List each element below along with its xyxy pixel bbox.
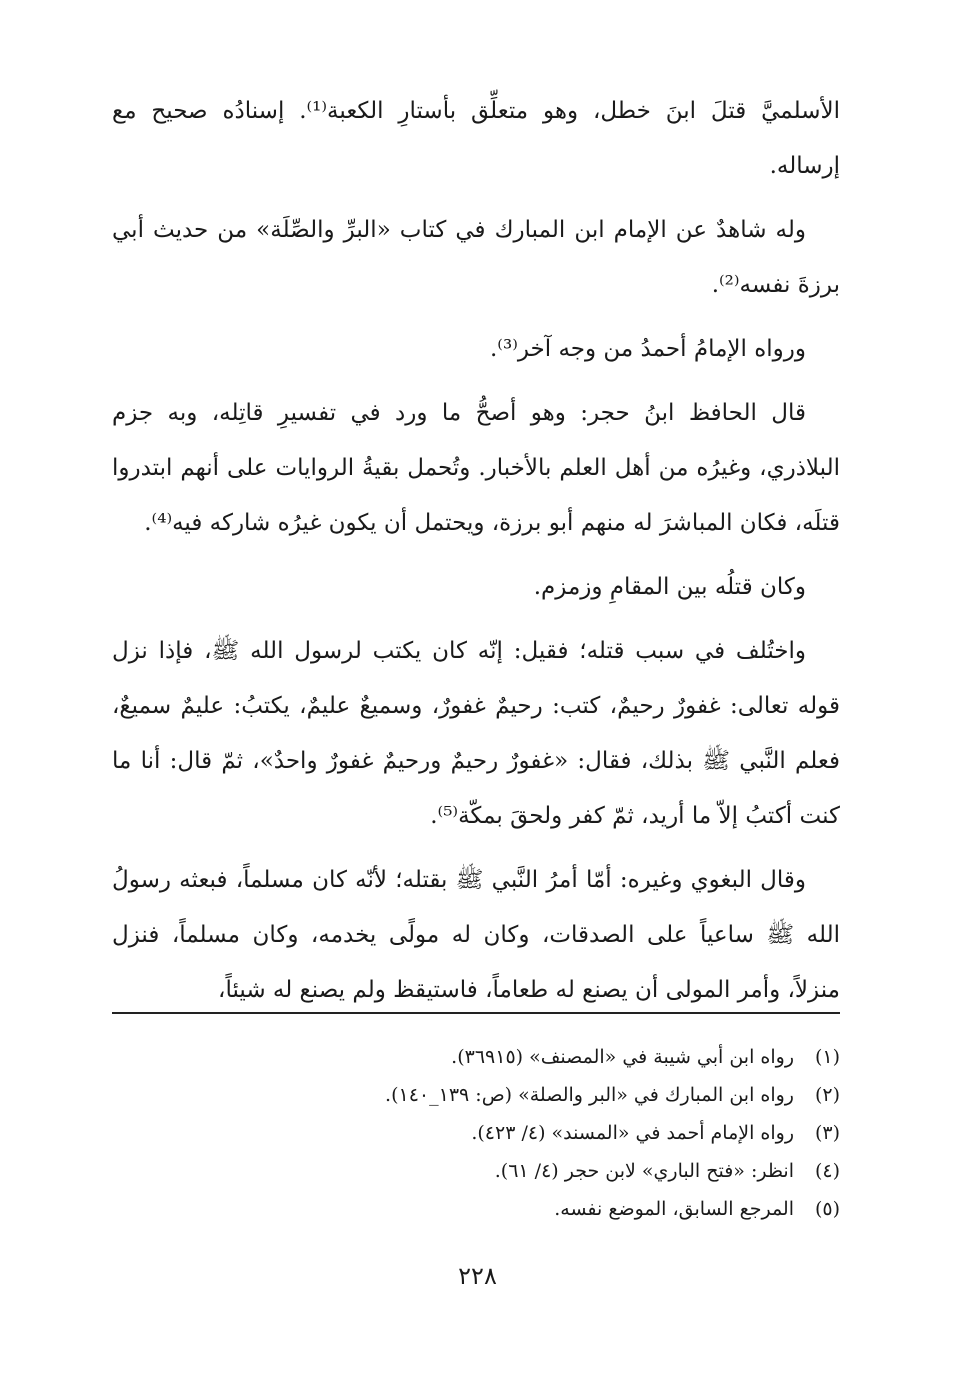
main-text: [112, 84, 840, 1027]
footnote-number: (٤): [814, 1160, 840, 1182]
paragraph-2: وله شاهدٌ عن الإمام ابن المبارك في كتاب «البرِّ والصِّلَة» من حديث أبي برزةَ نفسه⁽²⁾.: [112, 217, 840, 298]
footnote-5: [112, 1190, 840, 1228]
footnote-1: [112, 1038, 840, 1076]
footnote-2: [112, 1076, 840, 1114]
footnote-3: [112, 1114, 840, 1152]
page-number: ٢٢٨: [458, 1262, 497, 1290]
paragraph-4: قال الحافظ ابنُ حجر: وهو أصحُّ ما ورد في تفسيرِ قاتِله، وبه جزم البلاذري، وغيرُه من أهل العلم بالأخبار. وتُحمل بقيةُ الروايات على أنهم ابتدروا قتلَه، فكان المباشرَ له منهم أبو برزة، ويحتمل أن يكون غيرُه شاركه فيه⁽⁴⁾.: [112, 400, 840, 536]
footnote-number: (٥): [814, 1198, 840, 1220]
footnote-4: [112, 1152, 840, 1190]
paragraph-6: واختُلف في سبب قتله؛ فقيل: إنّه كان يكتب لرسول الله ﷺ، فإذا نزل قوله تعالى: غفورٌ رحيمٌ، كتب: رحيمٌ غفورٌ، وسميعٌ عليمٌ، يكتبُ: عليمٌ سميعٌ، فعلم النَّبي ﷺ بذلك، فقال: «غفورٌ رحيمٌ ورحيمٌ غفورٌ واحدٌ»، ثمّ قال: أنا ما كنت أكتبُ إلاّ ما أريد، ثمّ كفر ولحقَ بمكّة⁽⁵⁾.: [112, 638, 840, 829]
paragraph-1: الأسلميَّ قتلَ ابنَ خطل، وهو متعلِّق بأستارِ الكعبة⁽¹⁾. إسنادُه صحيح مع إرساله.: [112, 98, 840, 179]
paragraph-3: ورواه الإمامُ أحمدُ من وجه آخر⁽³⁾.: [489, 336, 806, 362]
footnote-number: (٣): [814, 1122, 840, 1144]
paragraph-7: وقال البغوي وغيره: أمّا أمرُ النَّبي ﷺ بقتله؛ لأنّه كان مسلماً، فبعثه رسولُ الله ﷺ ساعياً على الصدقات، وكان له مولًى يخدمه، وكان مسلماً، فنزل منزلاً، وأمر المولى أن يصنع له طعاماً، فاستيقظ ولم يصنع له شيئاً،: [112, 867, 840, 1003]
footnote-text: رواه الإمام أحمد في «المسند» (٤/ ٤٢٣).: [471, 1122, 794, 1144]
paragraph-5: وكان قتلُه بين المقامِ وزمزم.: [533, 574, 806, 600]
footnote-text: انظر: «فتح الباري» لابن حجر (٤/ ٦١).: [494, 1160, 794, 1182]
footnote-text: رواه ابن المبارك في «البر والصلة» (ص: ١٣٩_١٤٠).: [385, 1084, 794, 1106]
footnote-text: المرجع السابق، الموضع نفسه.: [554, 1198, 794, 1220]
footnote-text: رواه ابن أبي شيبة في «المصنف» (٣٦٩١٥).: [451, 1046, 794, 1068]
footnote-divider: [112, 1012, 840, 1014]
footnote-number: (١): [814, 1046, 840, 1068]
footnote-number: (٢): [814, 1084, 840, 1106]
footnotes: [112, 1038, 840, 1228]
